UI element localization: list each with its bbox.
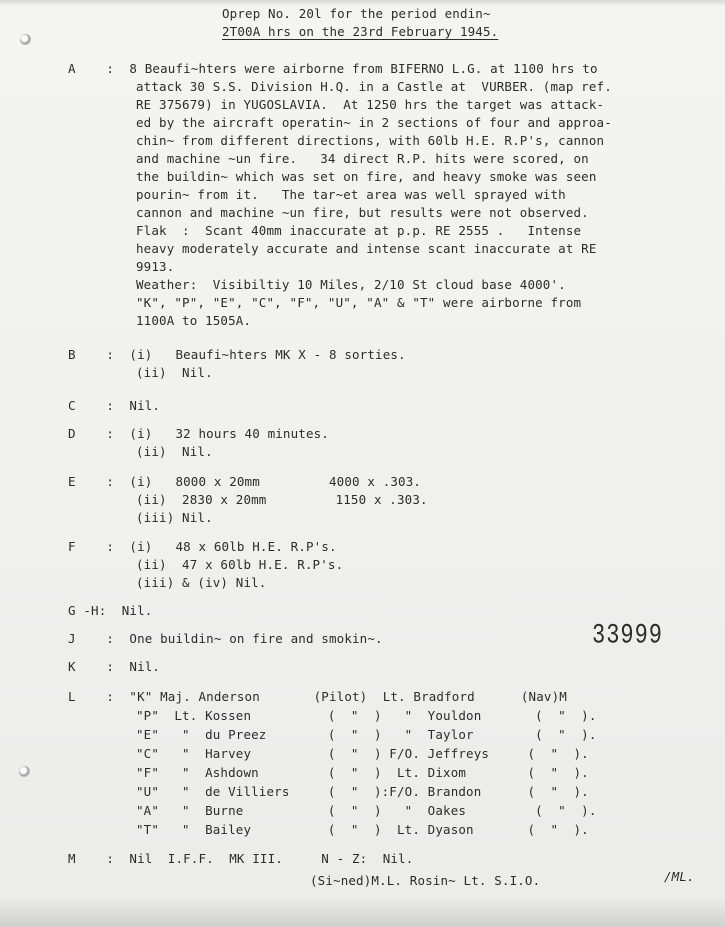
report-line: (ii) Nil. xyxy=(136,365,213,380)
report-line: Weather: Visibiltiy 10 Miles, 2/10 St cloud base 4000'. xyxy=(136,277,566,292)
report-line: M : Nil I.F.F. MK III. N - Z: Nil. xyxy=(68,851,414,866)
report-line: "U" " de Villiers ( " ):F/O. Brandon ( " ). xyxy=(136,784,589,799)
report-line: the buildin~ which was set on fire, and heavy smoke was seen xyxy=(136,169,597,184)
report-line: chin~ from different directions, with 60lb H.E. R.P's, cannon xyxy=(136,133,605,148)
report-line: J : One buildin~ on fire and smokin~. xyxy=(68,631,383,646)
report-line: A : 8 Beaufi~hters were airborne from BIFERNO L.G. at 1100 hrs to xyxy=(68,61,598,76)
report-line: E : (i) 8000 x 20mm 4000 x .303. xyxy=(68,474,422,489)
report-line: (iii) Nil. xyxy=(136,510,213,525)
report-line: heavy moderately accurate and intense scant inaccurate at RE xyxy=(136,241,597,256)
report-line: (ii) 47 x 60lb H.E. R.P's. xyxy=(136,557,344,572)
report-line: attack 30 S.S. Division H.Q. in a Castle at VURBER. (map ref. xyxy=(136,79,612,94)
reference-stamp: 33999 xyxy=(592,620,664,652)
report-line: C : Nil. xyxy=(68,398,161,413)
report-title: Oprep No. 20l for the period endin~ xyxy=(222,6,491,21)
report-line: "A" " Burne ( " ) " Oakes ( " ). xyxy=(136,803,597,818)
report-line: "K", "P", "E", "C", "F", "U", "A" & "T" were airborne from xyxy=(136,295,582,310)
report-line: Flak : Scant 40mm inaccurate at p.p. RE 2555 . Intense xyxy=(136,223,582,238)
report-line: "F" " Ashdown ( " ) Lt. Dixom ( " ). xyxy=(136,765,589,780)
punch-hole-bottom xyxy=(19,766,30,777)
report-line: (ii) 2830 x 20mm 1150 x .303. xyxy=(136,492,428,507)
report-line: "T" " Bailey ( " ) Lt. Dyason ( " ). xyxy=(136,822,589,837)
report-line: "P" Lt. Kossen ( " ) " Youldon ( " ). xyxy=(136,708,597,723)
punch-hole-top xyxy=(20,34,31,45)
report-line: F : (i) 48 x 60lb H.E. R.P's. xyxy=(68,539,337,554)
report-line: 1100A to 1505A. xyxy=(136,313,252,328)
report-line: 9913. xyxy=(136,259,175,274)
typist-initials: /ML. xyxy=(664,869,695,884)
report-period: 2T00A hrs on the 23rd February 1945. xyxy=(222,24,499,39)
report-line: ed by the aircraft operatin~ in 2 sections of four and approa- xyxy=(136,115,612,130)
report-line: B : (i) Beaufi~hters MK X - 8 sorties. xyxy=(68,347,406,362)
report-line: and machine ~un fire. 34 direct R.P. hits were scored, on xyxy=(136,151,589,166)
report-line: G -H: Nil. xyxy=(68,603,153,618)
scan-edge-bottom xyxy=(0,898,725,927)
report-line: "E" " du Preez ( " ) " Taylor ( " ). xyxy=(136,727,597,742)
report-line: cannon and machine ~un fire, but results were not observed. xyxy=(136,205,589,220)
report-line: RE 375679) in YUGOSLAVIA. At 1250 hrs the target was attack- xyxy=(136,97,605,112)
signature-line: (Si~ned)M.L. Rosin~ Lt. S.I.O. xyxy=(310,873,541,888)
report-line: D : (i) 32 hours 40 minutes. xyxy=(68,426,329,441)
report-line: pourin~ from it. The tar~et area was well sprayed with xyxy=(136,187,566,202)
report-line: (ii) Nil. xyxy=(136,444,213,459)
report-line: "C" " Harvey ( " ) F/O. Jeffreys ( " ). xyxy=(136,746,589,761)
report-line: L : "K" Maj. Anderson (Pilot) Lt. Bradford (Nav)M xyxy=(68,689,567,704)
report-line: K : Nil. xyxy=(68,659,161,674)
report-line: (iii) & (iv) Nil. xyxy=(136,575,267,590)
